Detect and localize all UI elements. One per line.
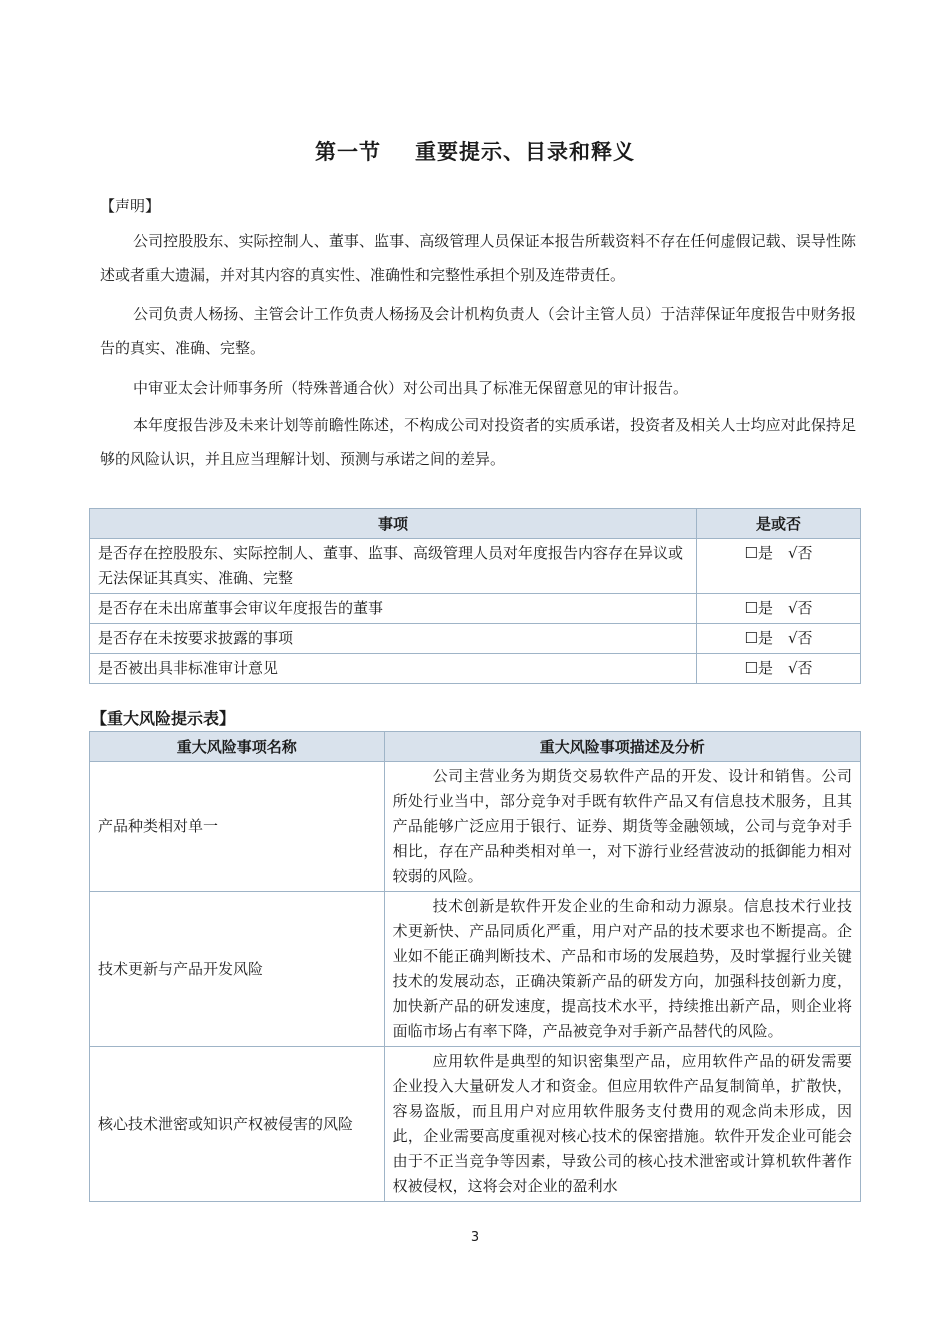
risk-description: 技术创新是软件开发企业的生命和动力源泉。信息技术行业技术更新快、产品同质化严重，用户对产品的技术要求也不断提高。企业如不能正确判断技术、产品和市场的发展趋势，及时掌握行业关键技术的发展动态，正确决策新产品的研发方向，加强科技创新力度，加快新产品的研发速度，提高技术水平，持续推出新产品，则企业将面临市场占有率下降，产品被竞争对手新产品替代的风险。	[392, 897, 852, 1040]
section-title	[0, 136, 950, 166]
statement-paragraph: 公司控股股东、实际控制人、董事、监事、高级管理人员保证本报告所载资料不存在任何虚假记载、误导性陈述或者重大遗漏，并对其内容的真实性、准确性和完整性承担个别及连带责任。	[100, 232, 856, 284]
table-row	[90, 892, 861, 1047]
statement-paragraph: 本年度报告涉及未来计划等前瞻性陈述，不构成公司对投资者的实质承诺，投资者及相关人士均应对此保持足够的风险认识，并且应当理解计划、预测与承诺之间的差异。	[100, 416, 856, 468]
table-row	[90, 539, 861, 594]
item-cell: 是否存在控股股东、实际控制人、董事、监事、高级管理人员对年度报告内容存在异议或无法保证其真实、准确、完整	[90, 539, 697, 594]
table-row	[90, 1047, 861, 1202]
table-row	[90, 624, 861, 654]
risk-description-cell	[384, 892, 860, 1047]
column-header: 重大风险事项描述及分析	[384, 732, 860, 762]
confirmation-table	[89, 508, 861, 684]
section-heading: 重要提示、目录和释义	[415, 140, 635, 164]
statement-paragraph: 中审亚太会计师事务所（特殊普通合伙）对公司出具了标准无保留意见的审计报告。	[133, 379, 689, 397]
risk-description: 应用软件是典型的知识密集型产品，应用软件产品的研发需要企业投入大量研发人才和资金。但应用软件产品复制简单，扩散快，容易盗版，而且用户对应用软件服务支付费用的观念尚未形成，因此，企业需要高度重视对核心技术的保密措施。软件开发企业可能会由于不正当竞争等因素，导致公司的核心技术泄密或计算机软件著作权被侵权，这将会对企业的盈利水	[392, 1052, 852, 1195]
answer-cell: ☐是 √否	[697, 594, 861, 624]
item-cell: 是否存在未出席董事会审议年度报告的董事	[90, 594, 697, 624]
risk-description-cell	[384, 1047, 860, 1202]
item-cell: 是否存在未按要求披露的事项	[90, 624, 697, 654]
statement-paragraph: 公司负责人杨扬、主管会计工作负责人杨扬及会计机构负责人（会计主管人员）于洁萍保证年度报告中财务报告的真实、准确、完整。	[100, 305, 856, 357]
table-header-row	[90, 509, 861, 539]
table-row	[90, 594, 861, 624]
column-header: 重大风险事项名称	[90, 732, 385, 762]
answer-cell: ☐是 √否	[697, 654, 861, 684]
table-header-row	[90, 732, 861, 762]
risk-name-cell: 技术更新与产品开发风险	[90, 892, 385, 1047]
section-label: 第一节	[315, 140, 381, 164]
column-header: 事项	[90, 509, 697, 539]
item-cell: 是否被出具非标准审计意见	[90, 654, 697, 684]
risk-table	[89, 731, 861, 1202]
statement-heading: 【声明】	[100, 197, 161, 215]
risk-description: 公司主营业务为期货交易软件产品的开发、设计和销售。公司所处行业当中，部分竞争对手既有软件产品又有信息技术服务，且其产品能够广泛应用于银行、证券、期货等金融领域，公司与竞争对手相比，存在产品种类相对单一，对下游行业经营波动的抵御能力相对较弱的风险。	[392, 767, 852, 885]
answer-cell: ☐是 √否	[697, 624, 861, 654]
risk-name-cell: 产品种类相对单一	[90, 762, 385, 892]
risk-description-cell	[384, 762, 860, 892]
table-row	[90, 654, 861, 684]
risk-table-heading: 【重大风险提示表】	[91, 709, 236, 728]
column-header: 是或否	[697, 509, 861, 539]
risk-name-cell: 核心技术泄密或知识产权被侵害的风险	[90, 1047, 385, 1202]
page-number: 3	[470, 1230, 480, 1245]
answer-cell: ☐是 √否	[697, 539, 861, 594]
table-row	[90, 762, 861, 892]
